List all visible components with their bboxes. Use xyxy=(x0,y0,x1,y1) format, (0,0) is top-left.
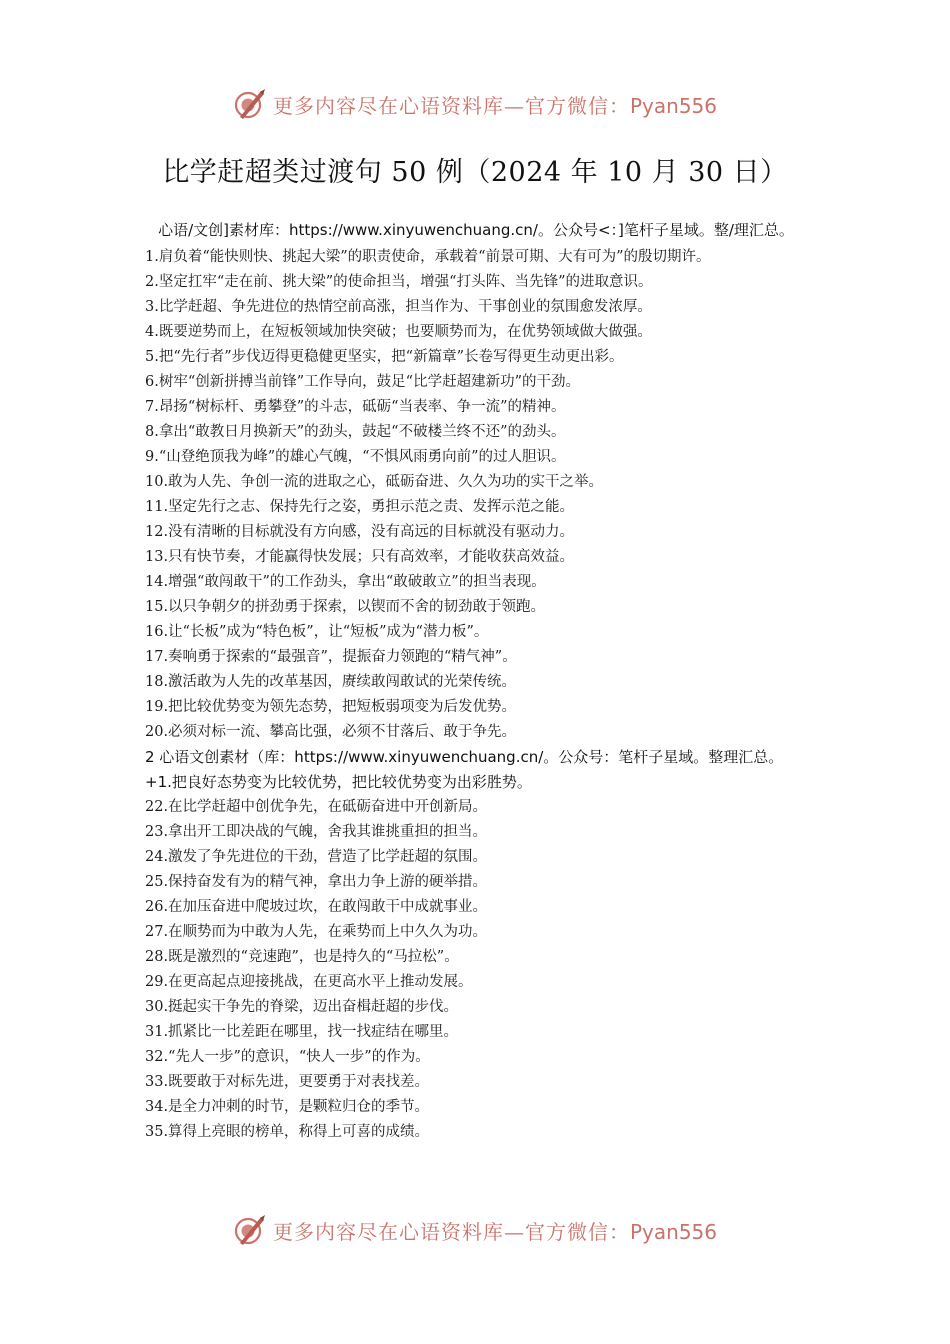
list-item: 16.让“长板”成为“特色板”，让“短板”成为“潜力板”。 xyxy=(145,624,489,640)
list-item: 19.把比较优势变为领先态势，把短板弱项变为后发优势。 xyxy=(145,699,517,715)
quill-logo-icon xyxy=(233,1213,267,1247)
list-item: 18.激活敢为人先的改革基因，赓续敢闯敢试的光荣传统。 xyxy=(145,674,517,690)
list-item: 15.以只争朝夕的拼劲勇于探索，以锲而不舍的韧劲敢于领跑。 xyxy=(145,599,546,615)
list-item: 28.既是激烈的“竞速跑”，也是持久的“马拉松”。 xyxy=(145,949,459,965)
list-item: 29.在更高起点迎接挑战，在更高水平上推动发展。 xyxy=(145,974,473,990)
list-item: 33.既要敢于对标先进，更要勇于对表找差。 xyxy=(145,1074,430,1090)
watermark-text: 更多内容尽在心语资料库—官方微信：Pyan556 xyxy=(272,93,717,118)
list-item: 4.既要逆势而上，在短板领域加快突破；也要顺势而为，在优势领域做大做强。 xyxy=(145,324,652,340)
list-item: 8.拿出“敢教日月换新天”的劲头，鼓起“不破楼兰终不还”的劲头。 xyxy=(145,424,566,440)
watermark-text: 更多内容尽在心语资料库—官方微信：Pyan556 xyxy=(272,1219,717,1244)
list-item: 11.坚定先行之志、保持先行之姿，勇担示范之责、发挥示范之能。 xyxy=(145,499,575,515)
list-item: 17.奏响勇于探索的“最强音”，提振奋力领跑的“精气神”。 xyxy=(145,649,517,665)
list-item: 14.增强“敢闯敢干”的工作劲头，拿出“敢破敢立”的担当表现。 xyxy=(145,574,546,590)
list-item: 5.把“先行者”步伐迈得更稳健更坚实，把“新篇章”长卷写得更生动更出彩。 xyxy=(145,349,624,365)
list-item: 23.拿出开工即决战的气魄，舍我其谁挑重担的担当。 xyxy=(145,824,488,840)
footer-watermark xyxy=(0,1210,950,1250)
list-item: 13.只有快节奏，才能赢得快发展；只有高效率，才能收获高效益。 xyxy=(145,549,575,565)
list-item: 6.树牢“创新拼搏当前锋”工作导向，鼓足“比学赶超建新功”的干劲。 xyxy=(145,374,580,390)
source-note: 心语/文创]素材库：https://www.xinyuwenchuang.cn/。公众号<：]笔杆子星域。整/理汇总。 xyxy=(158,221,794,239)
list-item: 34.是全力冲刺的时节，是颗粒归仓的季节。 xyxy=(145,1099,430,1115)
list-item: 3.比学赶超、争先进位的热情空前高涨，担当作为、干事创业的氛围愈发浓厚。 xyxy=(145,299,652,315)
list-item: 1.肩负着“能快则快、挑起大梁”的职责使命，承载着“前景可期、大有可为”的殷切期许。 xyxy=(145,249,711,265)
list-item: 26.在加压奋进中爬坡过坎，在敢闯敢干中成就事业。 xyxy=(145,899,488,915)
item-list-part2 xyxy=(145,795,807,1145)
list-item: 7.昂扬“树标杆、勇攀登”的斗志，砥砺“当表率、争一流”的精神。 xyxy=(145,399,566,415)
list-item: 2.坚定扛牢“走在前、挑大梁”的使命担当，增强“打头阵、当先锋”的进取意识。 xyxy=(145,274,653,290)
list-item: 24.激发了争先进位的干劲，营造了比学赶超的氛围。 xyxy=(145,849,488,865)
list-item: 31.抓紧比一比差距在哪里，找一找症结在哪里。 xyxy=(145,1024,459,1040)
list-item: 35.算得上亮眼的榜单，称得上可喜的成绩。 xyxy=(145,1124,430,1140)
document-body xyxy=(145,218,807,1145)
header-watermark xyxy=(0,84,950,124)
list-item: 12.没有清晰的目标就没有方向感，没有高远的目标就没有驱动力。 xyxy=(145,524,575,540)
list-item: 10.敢为人先、争创一流的进取之心，砥砺奋进、久久为功的实干之举。 xyxy=(145,474,604,490)
list-item: 20.必须对标一流、攀高比强，必须不甘落后、敢于争先。 xyxy=(145,724,517,740)
list-item: 9.“山登绝顶我为峰”的雄心气魄，“不惧风雨勇向前”的过人胆识。 xyxy=(145,449,566,465)
list-item: 27.在顺势而为中敢为人先，在乘势而上中久久为功。 xyxy=(145,924,488,940)
item-list-part1 xyxy=(145,245,807,745)
list-item: 25.保持奋发有为的精气神，拿出力争上游的硬举措。 xyxy=(145,874,488,890)
list-item: 32.“先人一步”的意识，“快人一步”的作为。 xyxy=(145,1049,430,1065)
source-note-2: 2 心语文创素材（库：https://www.xinyuwenchuang.cn/。公众号：笔杆子星域。整理汇总。+1.把良好态势变为比较优势，把比较优势变为出彩胜势。 xyxy=(145,748,784,791)
list-item: 22.在比学赶超中创优争先，在砥砺奋进中开创新局。 xyxy=(145,799,488,815)
list-item: 30.挺起实干争先的脊梁，迈出奋楫赶超的步伐。 xyxy=(145,999,459,1015)
document-title: 比学赶超类过渡句 50 例（2024 年 10 月 30 日） xyxy=(162,157,788,188)
quill-logo-icon xyxy=(233,87,267,121)
